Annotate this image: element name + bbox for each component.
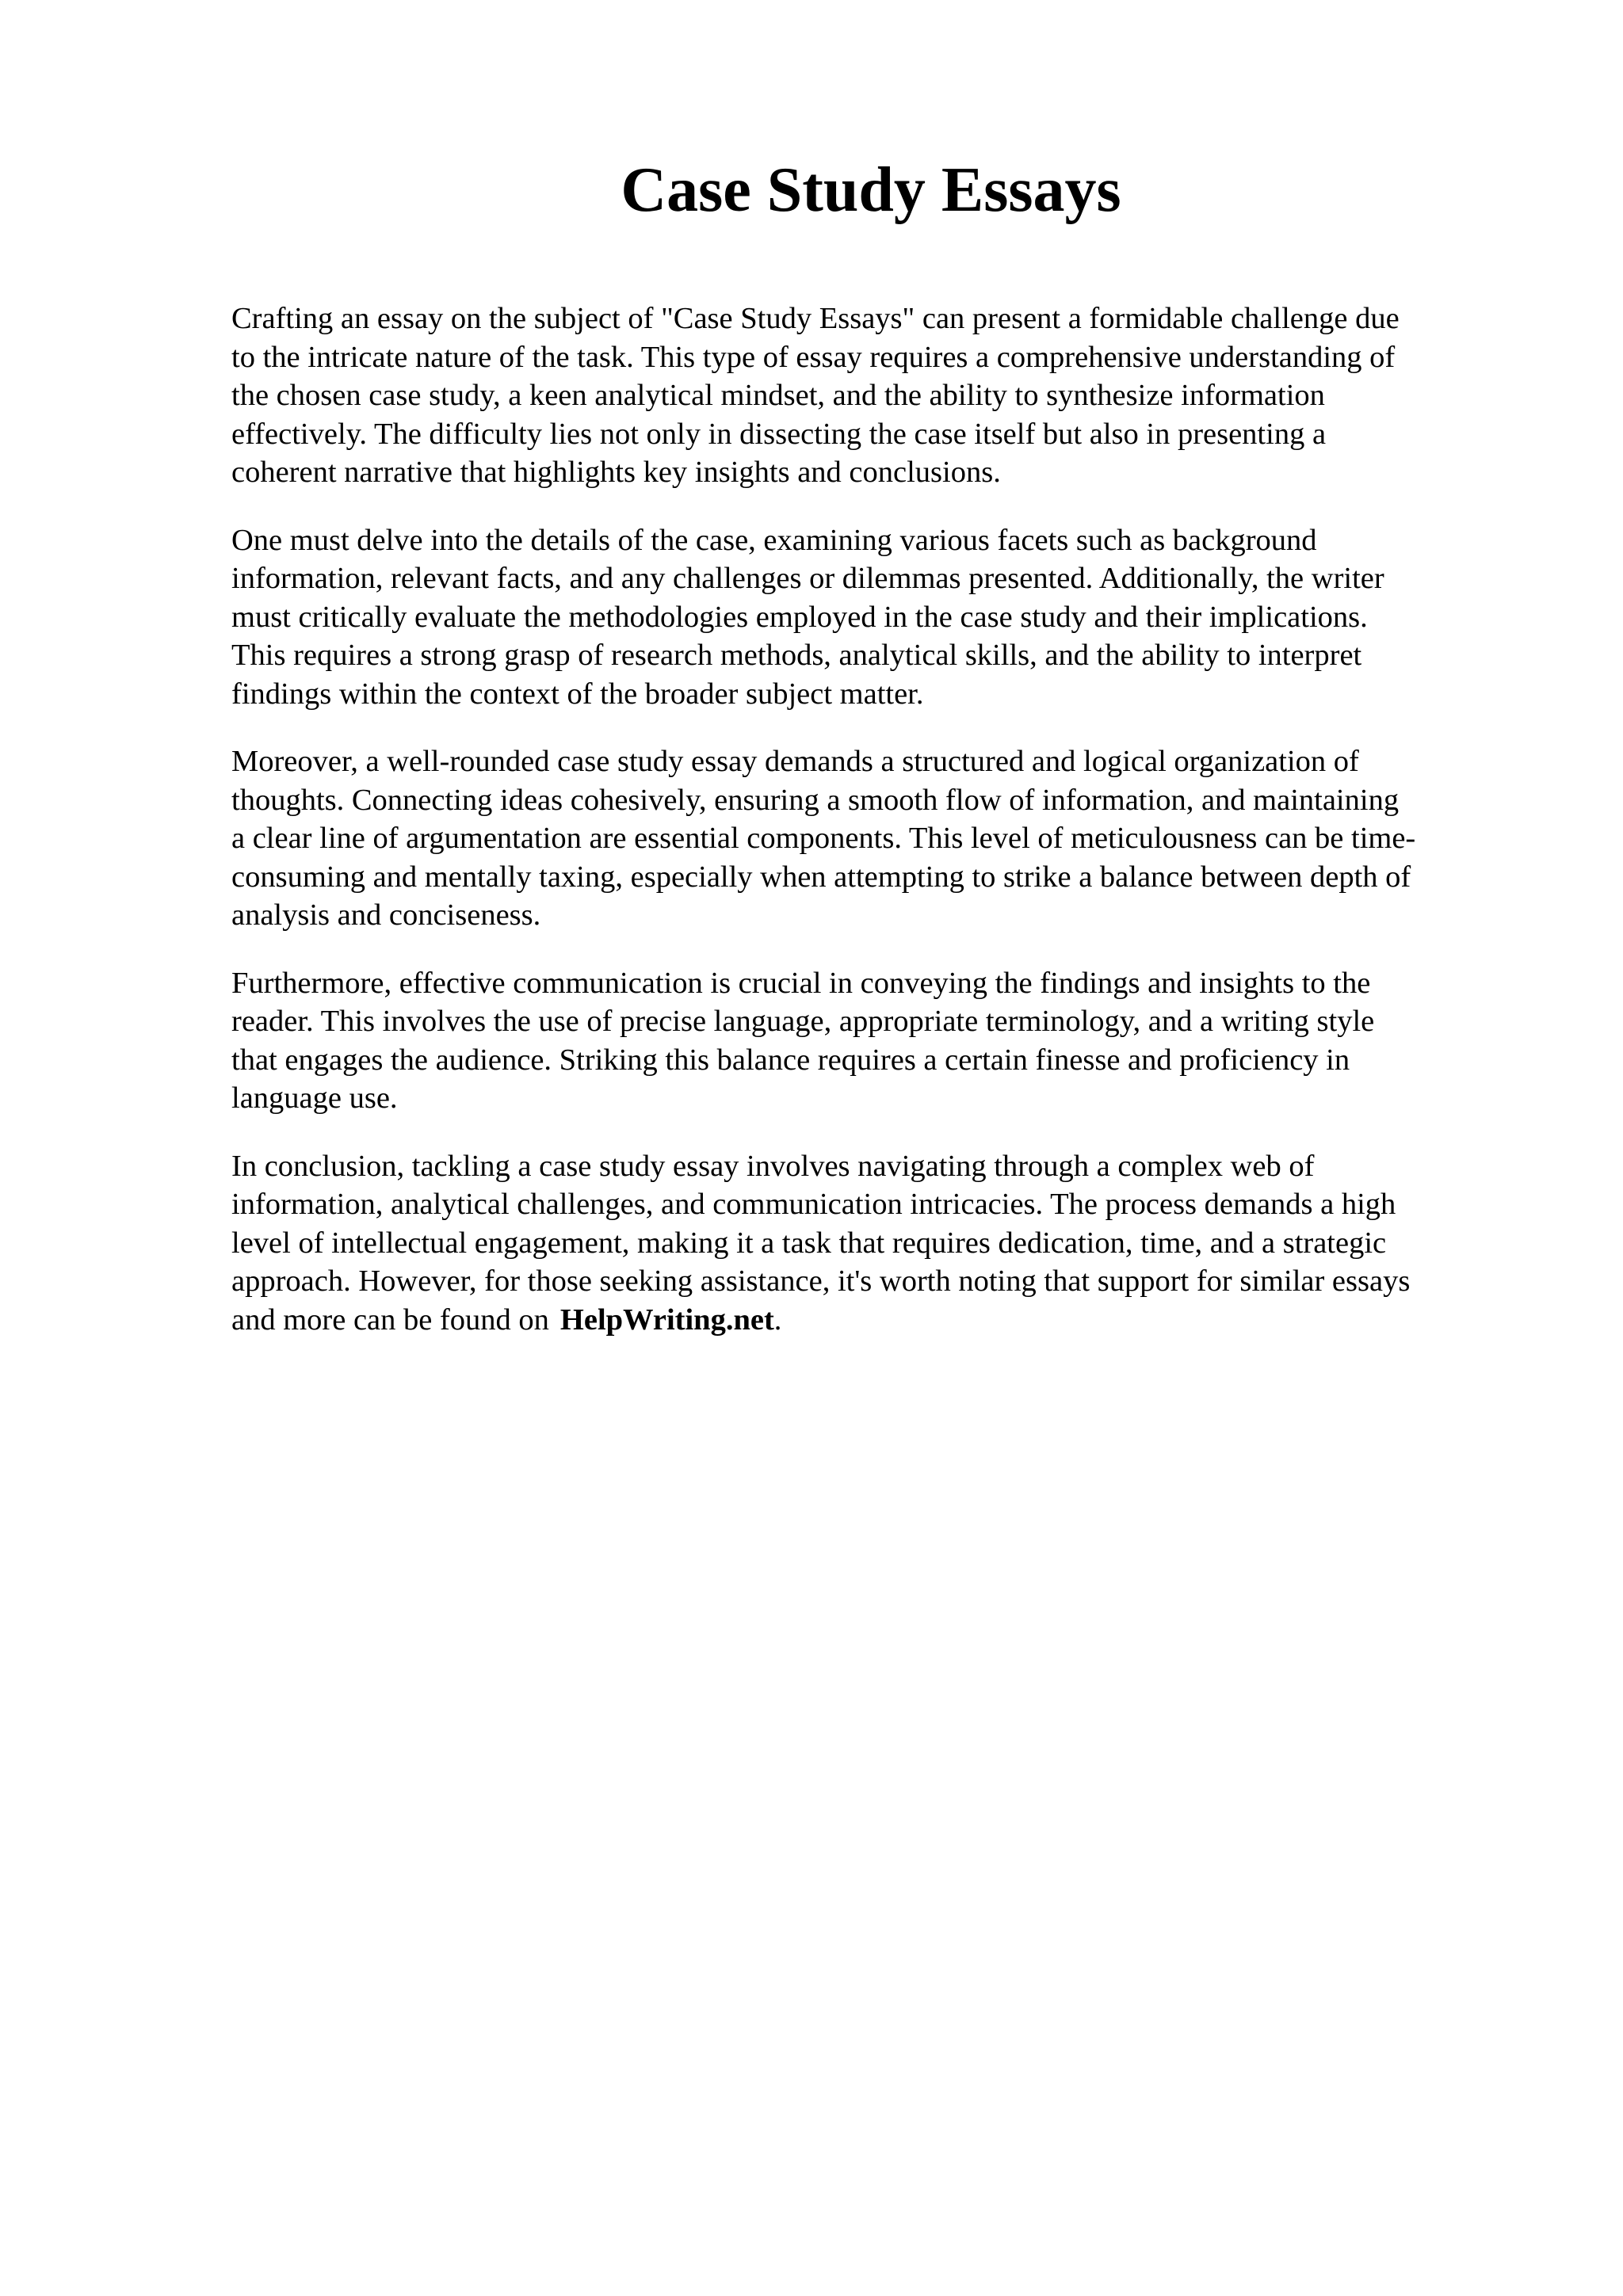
paragraph-line: information, analytical challenges, and communication intricacies. The process demands a high [231, 1188, 1396, 1221]
paragraph-line: Crafting an essay on the subject of "Case Study Essays" can present a formidable challenge due [231, 302, 1400, 335]
final-line-suffix: . [773, 1302, 782, 1337]
paragraph-line: the chosen case study, a keen analytical mindset, and the ability to synthesize information [231, 379, 1325, 412]
paragraph-line: language use. [231, 1081, 398, 1115]
paragraph-line: effectively. The difficulty lies not only in dissecting the case itself but also in presenting a [231, 417, 1327, 451]
paragraph-line: that engages the audience. Striking this balance requires a certain finesse and proficiency in [231, 1043, 1350, 1077]
paragraph-line: findings within the context of the broader subject matter. [231, 677, 924, 711]
paragraph-line: Furthermore, effective communication is crucial in conveying the findings and insights to the [231, 966, 1371, 1000]
paragraph-line: a clear line of argumentation are essential components. This level of meticulousness can be time- [231, 822, 1416, 855]
paragraph-line: This requires a strong grasp of research methods, analytical skills, and the ability to interpret [231, 639, 1362, 672]
paragraph-line: One must delve into the details of the case, examining various facets such as background [231, 523, 1317, 557]
document-title: Case Study Essays [621, 155, 1121, 225]
paragraph-line: information, relevant facts, and any challenges or dilemmas presented. Additionally, the writer [231, 562, 1384, 595]
paragraph-line: reader. This involves the use of precise language, appropriate terminology, and a writing style [231, 1005, 1375, 1038]
paragraph-line: Moreover, a well-rounded case study essay demands a structured and logical organization of [231, 745, 1359, 778]
paragraph-line: thoughts. Connecting ideas cohesively, ensuring a smooth flow of information, and maintaining [231, 783, 1400, 817]
helpwriting-link[interactable]: HelpWriting.net [559, 1302, 774, 1337]
final-line-prefix: and more can be found on [231, 1302, 549, 1337]
paragraph-3 [231, 742, 1499, 935]
paragraph-line: must critically evaluate the methodologies employed in the case study and their implications. [231, 600, 1368, 634]
paragraph-5 [231, 1147, 1499, 1340]
paragraph-line: In conclusion, tackling a case study essay involves navigating through a complex web of [231, 1149, 1315, 1183]
final-line [231, 1301, 1499, 1340]
paragraph-line: consuming and mentally taxing, especially when attempting to strike a balance between depth of [231, 860, 1411, 894]
paragraph-line: coherent narrative that highlights key insights and conclusions. [231, 456, 1001, 489]
paragraph-1 [231, 299, 1499, 492]
paragraph-2 [231, 521, 1499, 714]
paragraph-line: to the intricate nature of the task. This type of essay requires a comprehensive understanding of [231, 340, 1396, 374]
document-body [231, 299, 1499, 1368]
paragraph-line: level of intellectual engagement, making it a task that requires dedication, time, and a strategic [231, 1226, 1387, 1260]
paragraph-line: analysis and conciseness. [231, 898, 541, 932]
paragraph-line: approach. However, for those seeking assistance, it's worth noting that support for similar essays [231, 1264, 1411, 1298]
paragraph-4 [231, 964, 1499, 1118]
